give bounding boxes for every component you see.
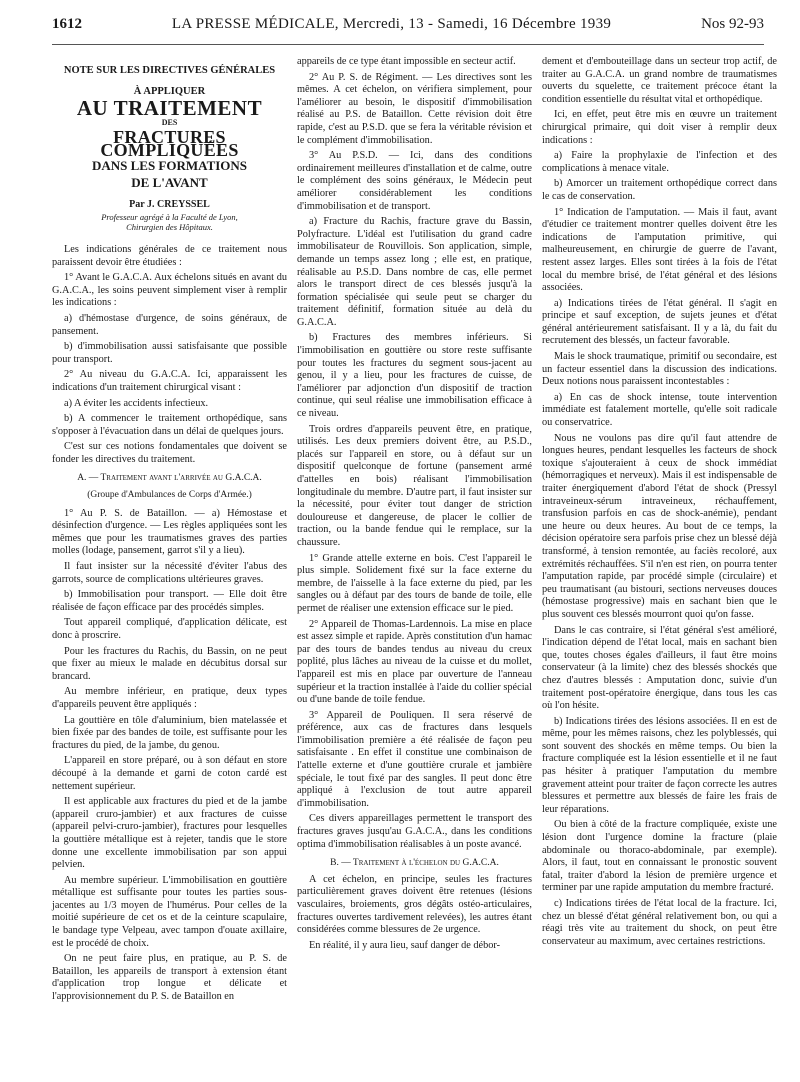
paragraph: c) Indications tirées de l'état local de la fracture. Ici, chez un blessé d'état général relativement bon, ou qui a réagi très vite au traitement du shock, on peut être conservateur au maximum, avec certaines restrictions. — [542, 898, 777, 947]
paragraph: 1° Avant le G.A.C.A. Aux échelons situés en avant du G.A.C.A., les soins peuvent simplement viser à remplir les indications : — [52, 272, 287, 309]
paragraph: 1° Indication de l'amputation. — Mais il faut, avant d'étudier ce traitement montrer quelles doivent être les indications de l'amputation primitive, qui malheureusement, en chirurgie de guerre de l'avant, restent assez larges. Elles sont tirées à la fois de l'état local du membre brisé, de l'état général et des lésions associées. — [542, 206, 777, 294]
paragraph: appareils de ce type étant impossible en secteur actif. — [297, 56, 516, 67]
title-avant: DE L'AVANT — [131, 175, 208, 191]
paragraph: a) A éviter les accidents infectieux. — [64, 397, 209, 409]
affiliation-2: Chirurgien des Hôpitaux. — [126, 221, 213, 232]
paragraph: Les indications générales de ce traitement nous paraissent devoir être étudiées : — [52, 243, 287, 268]
paragraph: a) Faire la prophylaxie de l'infection et des complications à menace vitale. — [542, 150, 777, 174]
affiliation-1: Professeur agrégé à la Faculté de Lyon, — [101, 211, 238, 222]
paragraph: a) Indications tirées de l'état général. Il s'agit en principe et sauf exception, de sujets jeunes et d'état général antérieurement satisfaisant. Il y a là, du fait du recrutement des blessés, un facteur favorable. — [542, 297, 777, 347]
paragraph: b) d'immobilisation aussi satisfaisante que possible pour transport. — [52, 341, 287, 365]
paragraph: Mais le shock traumatique, primitif ou secondaire, est un facteur essentiel dans la discussion des indications. Deux notions nous paraissent incontestables : — [542, 351, 777, 388]
article-columns — [52, 56, 784, 1007]
title-dans: DANS LES FORMATIONS — [91, 158, 248, 174]
title-main: AU TRAITEMENT — [76, 96, 263, 120]
paragraph: b) A commencer le traitement orthopédique, sans s'opposer à l'évacuation dans un délai de quelques jours. — [52, 413, 287, 437]
paragraph: a) En cas de shock intense, toute intervention immédiate est fatalement mortelle, qu'elle soit radicale ou conservatrice. — [542, 391, 777, 429]
paragraph: Il est applicable aux fractures du pied et de la jambe (appareil cruro-jambier) et aux fractures de cuisse (appareil pelvi-cruro-jambier), fractures pour lesquelles la gouttière métallique est à rejeter, tandis que le store donne une excellente immobilisation par son appui pelvien. — [52, 796, 287, 871]
paragraph: 1° Grande attelle externe en bois. C'est l'appareil le plus simple. Solidement fixé sur la face externe du membre, de l'aisselle à la face externe du pied, par les sangles ou à défaut par des tours de bande de toile, elle permet de réaliser une extension efficace sur le pied. — [297, 552, 532, 614]
paragraph: En réalité, il y aura lieu, sauf danger de débor- — [309, 939, 501, 951]
section-subheading-a: (Groupe d'Ambulances de Corps d'Armée.) — [87, 490, 252, 501]
title-fractures: FRACTURES COMPLIQUÉES — [100, 127, 239, 160]
paragraph: 3° Appareil de Pouliquen. Il sera réservé de préférence, aux cas de fractures dans lesquels l'immobilisation première a été réalisée de façon peu satisfaisante . En effet il constitue une combinaison de l'attelle externe et d'une gouttière crurale et jambière spéciale, le tout fixé par des sangles. Il peut donc être appliqué à l'exclusion de tout autre appareil d'immobilisation. — [297, 709, 532, 809]
paragraph: Tout appareil compliqué, d'application délicate, est donc à proscrire. — [52, 617, 287, 641]
paragraph: 1° Au P. S. de Bataillon. — a) Hémostase et désinfection d'urgence. — Les règles appliquées sont les mêmes que pour les traumatismes graves des parties molles (lodage, pansement, garrot s'il y a lieu). — [52, 507, 287, 557]
paragraph: 2° Appareil de Thomas-Lardennois. La mise en place est assez simple et rapide. Après constitution d'un hamac par des tours de bandes tendus au niveau du creux poplité, plus lâches au niveau de la cuisse et du mollet, l'appareil est mis en place par ouverture de l'anneau supérieur et la traction installée à l'aide du collier spécial ou d'une bande de toile fendue. — [297, 618, 532, 706]
author: Par J. CREYSSEL — [129, 199, 210, 211]
paragraph: On ne peut faire plus, en pratique, au P. S. de Bataillon, les appareils de transport à extension étant d'application trop longue et délicate et l'approvisionnement du P. S. de Bataillon en — [52, 953, 287, 1003]
paragraph: Ou bien à côté de la fracture compliquée, existe une lésion dont l'urgence domine la fracture (plaie abdominale ou thoraco-abdominale, par exemple). Alors, il faut, tout en connaissant le pronostic souvent fatal, traiter d'abord la lésion de première urgence et terminer par une rapide amputation du membre fracturé. — [542, 819, 777, 894]
title-des: DES — [161, 117, 178, 127]
paragraph: b) Amorcer un traitement orthopédique correct dans le cas de conservation. — [542, 178, 777, 202]
page-number: 1612 — [52, 16, 82, 32]
paragraph: b) Immobilisation pour transport. — Elle doit être réalisée de façon efficace par des procédés simples. — [52, 589, 287, 613]
paragraph: 3° Au P.S.D. — Ici, dans des conditions ordinairement meilleures d'installation et de calme, outre le complément des soins généraux, le Médecin peut améliorer considérablement les conditions d'immobilisation et de transport. — [297, 150, 532, 212]
paragraph: Trois ordres d'appareils peuvent être, en pratique, utilisés. Les deux premiers doivent être, au P.S.D., placés sur l'appareil en store, ou à défaut sur un dispositif quelconque de fortune (pansement armé d'attelles en bois) réalisant l'immobilisation longitudinale du membre. D'autre part, il faut insister sur la nécessité, pour éviter tout danger de striction douloureuse et dangereuse, de placer le collier de traction, ou la bande fendue qui le remplace, sur la chaussure. — [297, 423, 532, 548]
paragraph: C'est sur ces notions fondamentales que doivent se fonder les directives du traitement. — [52, 441, 287, 465]
paragraph: Ici, en effet, peut être mis en œuvre un traitement chirurgical primaire, qui doit viser à remplir deux indications : — [542, 109, 777, 146]
paragraph: a) d'hémostase d'urgence, de soins généraux, de pansement. — [52, 312, 287, 337]
paragraph: Pour les fractures du Rachis, du Bassin, on ne peut que fixer au mieux le malade en décubitus dorsal sur brancard. — [52, 645, 287, 682]
column-3 — [542, 56, 777, 1007]
paragraph: La gouttière en tôle d'aluminium, bien matelassée et bien fixée par des bandes de toile, est suffisante pour les fractures du pied, de la jambe, du genou. — [52, 714, 287, 751]
paragraph: Au membre supérieur. L'immobilisation en gouttière métallique est suffisante pour toutes les parties sous-jacentes au 1/3 moyen de l'humérus. Pour celles de la moitié supérieure de cet os et de la ceinture scapulaire, le bandage type Velpeau, avec tampon d'ouate axillaire, est le procédé de choix. — [52, 874, 287, 949]
paragraph: Il faut insister sur la nécessité d'éviter l'abus des garrots, source de complications ultérieures graves. — [52, 561, 287, 585]
note-line-2: À APPLIQUER — [133, 86, 206, 97]
journal-line: LA PRESSE MÉDICALE, Mercredi, 13 - Samedi, 16 Décembre 1939 — [171, 16, 612, 32]
section-heading-b: B. — Traitement à l'échelon du G.A.C.A. — [330, 858, 499, 869]
note-line: NOTE SUR LES DIRECTIVES GÉNÉRALES — [63, 65, 276, 76]
paragraph: Nous ne voulons pas dire qu'il faut attendre de longues heures, pendant lesquelles les facteurs de shock toxique s'ajouteraient à ceux de shock immédiat (hémorragiques et nerveux). Mais il est indispensable de traiter énergiquement d'abord l'état de shock (Pressyl intraveineux-sérum intraveineux, réchauffement, transfusion parfois en cas de shock-anémie), pendant une heure ou deux heures. Au bout de ce temps, la décision opératoire sera parfois prise chez un blessé déjà transformé, à tension remontée, au faciès recoloré, aux extrémités réchauffées. S'il n'en est rien, on pourra tenter l'amputation rapide, par procédé simple (circulaire) et peu traumatisant (au bistouri, sections nerveuses douces (hémostase progressive) mais en sachant bien que le plus souvent ces blessés mourront quoi qu'on fasse. — [542, 432, 777, 620]
paragraph: dement et d'embouteillage dans un secteur trop actif, de traiter au G.A.C.A. un grand nombre de traumatismes ouverts du squelette, ce traitement précoce étant la condition essentielle du résultat vital et orthopédique. — [542, 56, 777, 105]
column-2 — [297, 56, 532, 1007]
issue-number: Nos 92-93 — [701, 16, 764, 32]
paragraph: Au membre inférieur, en pratique, deux types d'appareils peuvent être appliqués : — [52, 686, 287, 710]
paragraph: Dans le cas contraire, si l'état général s'est amélioré, l'indication dépend de l'état local, mais en sachant bien que, toutes choses égales d'ailleurs, il faut être moins conservateur (à la limite) chez des blessés shockés que chez d'autres blessés : Amputation donc, suivie d'un traitement post-opératoire énergique, dans tous les cas où l'on hésite. — [542, 624, 777, 712]
paragraph: 2° Au P. S. de Régiment. — Les directives sont les mêmes. A cet échelon, on vérifiera simplement, pour l'améliorer au besoin, le dispositif d'immobilisation réalisé au P.S. de Bataillon. Cette révision doit être rapide, c'est au P.S.D. que se fera la véritable révision et le complément d'immobilisation. — [297, 71, 532, 146]
paragraph: 2° Au niveau du G.A.C.A. Ici, apparaissent les indications d'un traitement chirurgical visant : — [52, 369, 287, 393]
paragraph: L'appareil en store préparé, ou à son défaut en store découpé à la demande et garni de coton cardé est nettement supérieur. — [52, 755, 287, 792]
paragraph: A cet échelon, en principe, seules les fractures particulièrement graves doivent être retenues (lésions vasculaires, broiements, gros dégâts ostéo-articulaires, fractures ouvertes tardivement relevées), les autres étant considérées comme blessures de 2e urgence. — [297, 873, 532, 936]
paragraph: b) Indications tirées des lésions associées. Il en est de même, pour les mêmes raisons, chez les polyblessés, qui sont souvent des shockés en même temps. Ou bien la fracture compliquée est la lésion essentielle et il ne faut pas hésiter à pratiquer l'amputation du membre gravement atteint pour traiter de façon correcte les autres blessures et permettre aux blessés de faire les frais de leur réparations. — [542, 715, 777, 815]
section-heading-a: A. — Traitement avant l'arrivée au G.A.C.A. — [77, 473, 262, 484]
paragraph: a) Fracture du Rachis, fracture grave du Bassin, Polyfracture. L'idéal est l'utilisation du grand cadre immobilisateur de Rouvillois. Son application, simple, demande un temps assez long ; elle est, en pratique, réalisable au P.S.D. Dans nombre de cas, elle permet alors le transport direct de ces blessés jusqu'à la formation spécialisée qui seule peut se charger du traitement définitif, formation située au delà du G.A.C.A. — [297, 216, 532, 328]
paragraph: b) Fractures des membres inférieurs. Si l'immobilisation en gouttière ou store reste suffisante pour toutes les fractures du segment sous-jacent au genou, il y a lieu, pour les fractures de cuisse, de l'améliorer par adjonction d'un dispositif de traction continue, qui seul réalise une immobilisation efficace à ce niveau. — [297, 332, 532, 420]
page-header — [52, 16, 764, 45]
column-1 — [52, 56, 287, 1007]
paragraph: Ces divers appareillages permettent le transport des fractures graves jusqu'au G.A.C.A., dans les conditions optima d'immobilisation réalisables à un poste avancé. — [297, 813, 532, 850]
